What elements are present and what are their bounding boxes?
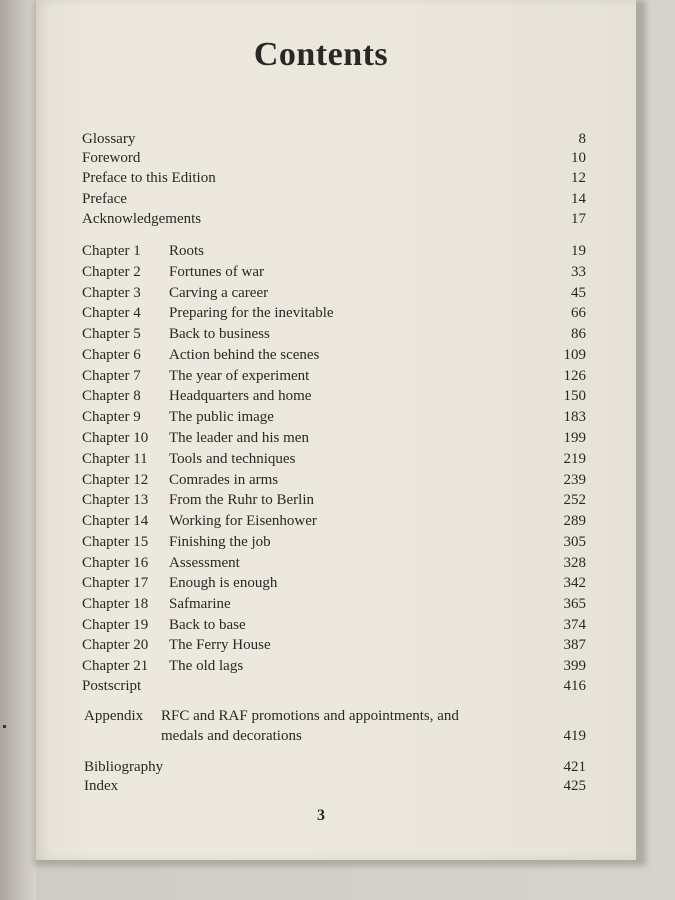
page-number: 3 bbox=[317, 807, 325, 824]
chapter-page: 199 bbox=[563, 430, 586, 446]
toc-entry-label: Postscript bbox=[82, 678, 142, 694]
chapter-page: 305 bbox=[563, 534, 586, 550]
chapter-title: Enough is enough bbox=[169, 575, 278, 591]
chapter-page: 126 bbox=[563, 368, 586, 384]
toc-entry-page: 421 bbox=[563, 759, 586, 775]
toc-chapter-row bbox=[82, 449, 586, 469]
chapter-page: 387 bbox=[563, 637, 586, 653]
toc-chapter-row bbox=[82, 262, 586, 282]
toc-entry-index bbox=[82, 776, 586, 796]
toc-chapter-row bbox=[82, 635, 586, 655]
toc-chapter-row bbox=[82, 241, 586, 261]
chapter-page: 219 bbox=[563, 451, 586, 467]
toc-entry-glossary bbox=[82, 129, 586, 149]
toc-chapter-row bbox=[82, 407, 586, 427]
chapter-page: 239 bbox=[563, 472, 586, 488]
toc-entry-page: 425 bbox=[563, 778, 586, 794]
toc-entry-label: Foreword bbox=[82, 150, 141, 166]
chapter-title: Back to base bbox=[169, 617, 246, 633]
chapter-title: Fortunes of war bbox=[169, 264, 264, 280]
toc-chapter-row bbox=[82, 573, 586, 593]
chapter-number: Chapter 11 bbox=[82, 451, 148, 467]
chapter-title: Tools and techniques bbox=[169, 451, 296, 467]
chapter-page: 342 bbox=[563, 575, 586, 591]
chapter-title: From the Ruhr to Berlin bbox=[169, 492, 314, 508]
toc-chapter-row bbox=[82, 553, 586, 573]
toc-entry-page: 8 bbox=[578, 131, 586, 147]
chapter-title: Comrades in arms bbox=[169, 472, 279, 488]
chapter-number: Chapter 13 bbox=[82, 492, 149, 508]
chapter-page: 289 bbox=[563, 513, 586, 529]
toc-entry-preface bbox=[82, 189, 586, 209]
chapter-page: 183 bbox=[563, 409, 586, 425]
toc-entry-page: 12 bbox=[571, 170, 586, 186]
toc-chapter-row bbox=[82, 303, 586, 323]
toc-entry-postscript bbox=[82, 676, 586, 696]
chapter-number: Chapter 20 bbox=[82, 637, 149, 653]
chapter-page: 252 bbox=[563, 492, 586, 508]
chapter-title: Action behind the scenes bbox=[169, 347, 320, 363]
chapter-page: 86 bbox=[571, 326, 586, 342]
toc-entry-page: 416 bbox=[563, 678, 586, 694]
chapter-title: Safmarine bbox=[169, 596, 231, 612]
toc-entry-page: 10 bbox=[571, 150, 586, 166]
chapter-page: 374 bbox=[563, 617, 586, 633]
chapter-number: Chapter 10 bbox=[82, 430, 149, 446]
chapter-title: The Ferry House bbox=[169, 637, 271, 653]
chapter-title: Carving a career bbox=[169, 285, 269, 301]
toc-entry-label: Index bbox=[84, 778, 119, 794]
chapter-title: The old lags bbox=[169, 658, 244, 674]
chapter-number: Chapter 18 bbox=[82, 596, 149, 612]
toc-chapter-row bbox=[82, 324, 586, 344]
chapter-title: Finishing the job bbox=[169, 534, 271, 550]
chapter-title: Preparing for the inevitable bbox=[169, 305, 334, 321]
chapter-page: 150 bbox=[563, 388, 586, 404]
chapter-title: The leader and his men bbox=[169, 430, 309, 446]
chapter-title: Assessment bbox=[169, 555, 240, 571]
toc-chapter-row bbox=[82, 283, 586, 303]
toc-entry-page: 14 bbox=[571, 191, 586, 207]
chapter-page: 19 bbox=[571, 243, 586, 259]
appendix-page: 419 bbox=[563, 728, 586, 744]
toc-chapter-row bbox=[82, 345, 586, 365]
chapter-number: Chapter 8 bbox=[82, 388, 141, 404]
toc-entry-acknowledgements bbox=[82, 209, 586, 229]
chapter-number: Chapter 2 bbox=[82, 264, 141, 280]
chapter-number: Chapter 12 bbox=[82, 472, 149, 488]
page-title: Contents bbox=[253, 36, 389, 73]
chapter-number: Chapter 5 bbox=[82, 326, 141, 342]
chapter-title: Working for Eisenhower bbox=[169, 513, 317, 529]
toc-chapter-row bbox=[82, 366, 586, 386]
chapter-title: Roots bbox=[169, 243, 205, 259]
toc-chapter-row bbox=[82, 511, 586, 531]
toc-chapter-row bbox=[82, 615, 586, 635]
toc-chapter-row bbox=[82, 428, 586, 448]
toc-chapter-row bbox=[82, 470, 586, 490]
toc-entry-bibliography bbox=[82, 757, 586, 777]
chapter-page: 109 bbox=[563, 347, 586, 363]
toc-chapter-row bbox=[82, 594, 586, 614]
chapter-page: 33 bbox=[571, 264, 586, 280]
chapter-title: The public image bbox=[169, 409, 274, 425]
toc-chapter-row bbox=[82, 532, 586, 552]
appendix-label: Appendix bbox=[84, 708, 144, 724]
chapter-number: Chapter 16 bbox=[82, 555, 149, 571]
chapter-number: Chapter 4 bbox=[82, 305, 141, 321]
chapter-page: 365 bbox=[563, 596, 586, 612]
toc-chapter-row bbox=[82, 386, 586, 406]
chapter-page: 399 bbox=[563, 658, 586, 674]
toc-entry-page: 17 bbox=[571, 211, 586, 227]
toc-chapter-row bbox=[82, 656, 586, 676]
chapter-number: Chapter 15 bbox=[82, 534, 149, 550]
chapter-page: 66 bbox=[571, 305, 586, 321]
chapter-number: Chapter 17 bbox=[82, 575, 149, 591]
chapter-number: Chapter 21 bbox=[82, 658, 149, 674]
toc-chapter-row bbox=[82, 490, 586, 510]
chapter-number: Chapter 14 bbox=[82, 513, 149, 529]
chapter-title: Back to business bbox=[169, 326, 270, 342]
toc-entry-label: Glossary bbox=[82, 131, 136, 147]
toc-entry-label: Bibliography bbox=[84, 759, 164, 775]
appendix-title-line-2: medals and decorations bbox=[161, 728, 302, 744]
chapter-title: The year of experiment bbox=[169, 368, 310, 384]
chapter-page: 328 bbox=[563, 555, 586, 571]
toc-entry-preface-edition bbox=[82, 168, 586, 188]
edge-mark bbox=[3, 725, 6, 728]
chapter-number: Chapter 1 bbox=[82, 243, 141, 259]
chapter-title: Headquarters and home bbox=[169, 388, 312, 404]
chapter-number: Chapter 6 bbox=[82, 347, 141, 363]
toc-entry-label: Acknowledgements bbox=[82, 211, 202, 227]
chapter-number: Chapter 19 bbox=[82, 617, 149, 633]
toc-entry-label: Preface to this Edition bbox=[82, 170, 216, 186]
chapter-number: Chapter 3 bbox=[82, 285, 141, 301]
contents-page bbox=[36, 0, 636, 860]
chapter-page: 45 bbox=[571, 285, 586, 301]
toc-entry-foreword bbox=[82, 148, 586, 168]
chapter-number: Chapter 7 bbox=[82, 368, 141, 384]
chapter-number: Chapter 9 bbox=[82, 409, 141, 425]
facing-page-edge bbox=[0, 0, 36, 900]
toc-entry-label: Preface bbox=[82, 191, 127, 207]
appendix-title-line-1: RFC and RAF promotions and appointments, and bbox=[161, 708, 459, 724]
